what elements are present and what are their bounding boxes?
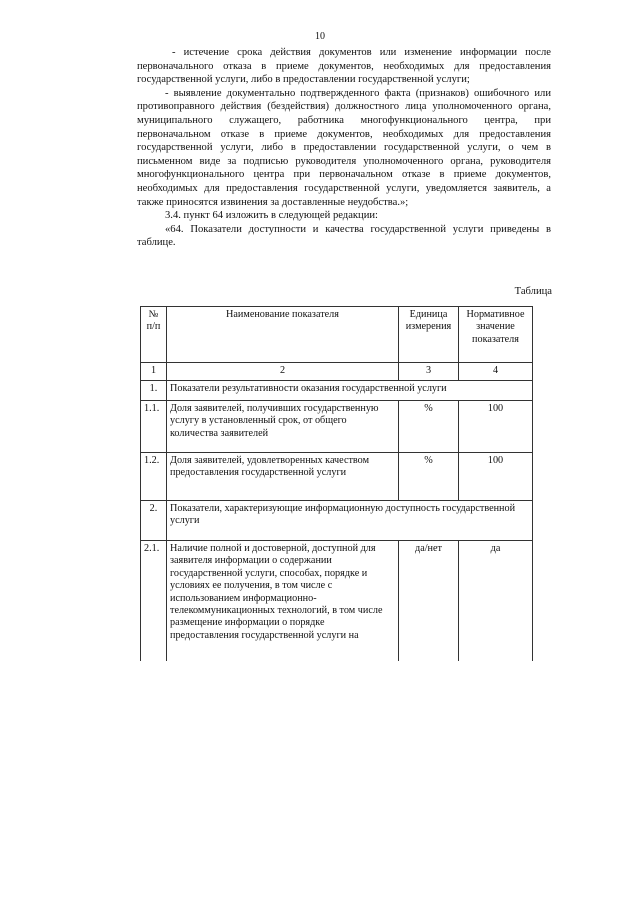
col-index-4: 4 — [459, 363, 533, 381]
col-index-1: 1 — [141, 363, 167, 381]
row-norm-value: 100 — [459, 453, 533, 501]
header-norm-value: Нормативное значение показателя — [459, 307, 533, 363]
row-norm-value: да — [459, 541, 533, 661]
header-number: № п/п — [141, 307, 167, 363]
table-label: Таблица — [514, 286, 552, 297]
indicators-table — [140, 306, 533, 661]
body-text — [137, 46, 551, 250]
row-number: 2.1. — [141, 541, 167, 661]
paragraph-item-64: «64. Показатели доступности и качества государственной услуги приведены в таблице. — [137, 223, 551, 249]
row-indicator-name: Доля заявителей, получивших государственную услугу в установленный срок, от общего количества заявителей — [167, 401, 399, 453]
row-indicator-name: Наличие полной и достоверной, доступной для заявителя информации о содержании государственной услуги, способах, порядке и условиях ее получения, в том числе с использованием информационно-телекоммуникационных технологий, в том числе размещение информации о порядке предоставления государственной услуги на — [167, 541, 399, 661]
page-number: 10 — [315, 31, 325, 42]
section-title: Показатели, характеризующие информационную доступность государственной услуги — [167, 501, 533, 541]
section-number: 2. — [141, 501, 167, 541]
row-number: 1.2. — [141, 453, 167, 501]
section-number: 1. — [141, 381, 167, 401]
table-row — [141, 541, 533, 661]
table-section-row — [141, 381, 533, 401]
row-unit: % — [399, 401, 459, 453]
table-section-row — [141, 501, 533, 541]
table-numbering-row — [141, 363, 533, 381]
paragraph-deadline-expiry: - истечение срока действия документов или изменение информации после первоначального отказа в приеме документов, необходимых для предоставления государственной услуги, либо в предоставлении государственной услуги; — [137, 47, 551, 86]
section-title: Показатели результативности оказания государственной услуги — [167, 381, 533, 401]
row-norm-value: 100 — [459, 401, 533, 453]
table-row — [141, 401, 533, 453]
table-header-row — [141, 307, 533, 363]
paragraph-item-3-4: 3.4. пункт 64 изложить в следующей редакции: — [165, 210, 379, 222]
col-index-2: 2 — [167, 363, 399, 381]
row-unit: % — [399, 453, 459, 501]
row-unit: да/нет — [399, 541, 459, 661]
row-number: 1.1. — [141, 401, 167, 453]
header-name: Наименование показателя — [167, 307, 399, 363]
row-indicator-name: Доля заявителей, удовлетворенных качеством предоставления государственной услуги — [167, 453, 399, 501]
table-row — [141, 453, 533, 501]
paragraph-error-detection: - выявление документально подтвержденного факта (признаков) ошибочного или противоправного действия (бездействия) должностного лица уполномоченного органа, муниципального служащего, работника многофункционального центра, при первоначальном отказе в приеме документов, необходимых для предоставления государственной услуги, либо в предоставлении государственной услуги, о чем в письменном виде за подписью руководителя уполномоченного органа, руководителя многофункционального центра при первоначальном отказе в приеме документов, необходимых для предоставления государственной услуги, уведомляется заявитель, а также приносятся извинения за доставленные неудобства.»; — [137, 87, 551, 208]
col-index-3: 3 — [399, 363, 459, 381]
header-unit: Единица измерения — [399, 307, 459, 363]
